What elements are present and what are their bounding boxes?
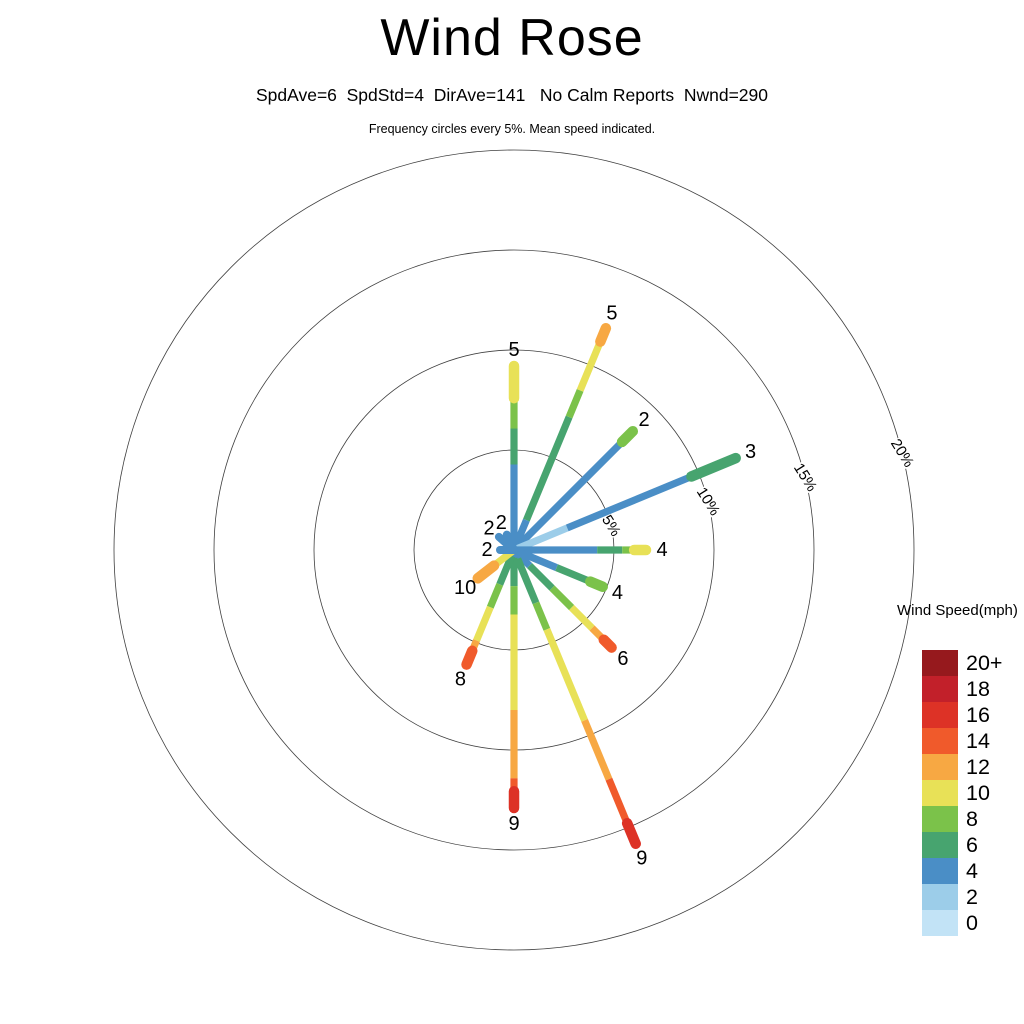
mean-speed-label-NE: 2	[638, 408, 650, 431]
spoke-SE-seg-6mph	[530, 566, 552, 588]
mean-speed-label-NW: 2	[483, 517, 495, 540]
ring-label-text: 20%	[886, 435, 918, 471]
page-title: Wind Rose	[380, 9, 644, 67]
spoke-SSW-seg-10mph	[477, 607, 491, 640]
mean-speed-label-SSW: 8	[454, 668, 466, 691]
legend-label-12: 12	[966, 755, 990, 779]
legend-swatch-14	[922, 728, 958, 754]
mean-speed-label-NNW: 2	[495, 511, 507, 534]
spoke-NNE-seg-8mph	[569, 390, 580, 417]
legend-row-12	[922, 754, 1002, 780]
mean-speed-label-E: 4	[656, 539, 668, 561]
legend-label-0: 0	[966, 911, 978, 935]
ring-label-10%	[692, 484, 723, 519]
stats-subtitle: SpdAve=6 SpdStd=4 DirAve=141 No Calm Reports Nwnd=290	[255, 85, 769, 105]
spoke-SE-seg-14mph	[604, 640, 612, 648]
spoke-ESE-seg-8mph	[590, 582, 602, 587]
legend-row-6	[922, 832, 1002, 858]
spoke-NNE-seg-12mph	[600, 328, 606, 341]
ring-label-15%	[789, 460, 820, 495]
legend-row-18	[922, 676, 1002, 702]
legend-row-14	[922, 728, 1002, 754]
mean-speed-label-NNE: 5	[606, 302, 618, 325]
mean-speed-label-SE: 6	[617, 647, 629, 670]
legend-swatch-8	[922, 806, 958, 832]
spoke-SSE-seg-16mph	[627, 823, 636, 844]
legend-label-2: 2	[966, 885, 978, 909]
legend-title: Wind Speed(mph)	[897, 602, 1018, 619]
mean-speed-label-N: 5	[508, 339, 520, 361]
plot-caption: Frequency circles every 5%. Mean speed indicated.	[368, 122, 656, 136]
mean-speed-label-SSE: 9	[636, 847, 648, 870]
spoke-SSW-seg-8mph	[490, 584, 499, 607]
spoke-ENE-seg-6mph	[691, 458, 735, 476]
mean-speed-label-ENE: 3	[744, 441, 757, 464]
legend-swatch-12	[922, 754, 958, 780]
spoke-ESE-seg-6mph	[557, 568, 591, 582]
spoke-SE-seg-8mph	[552, 588, 572, 608]
legend-label-4: 4	[966, 859, 978, 883]
legend-swatch-6	[922, 832, 958, 858]
legend-row-8	[922, 806, 1002, 832]
ring-label-text: 5%	[598, 512, 624, 540]
legend-label-16: 16	[966, 703, 990, 727]
legend-row-16	[922, 702, 1002, 728]
legend-label-6: 6	[966, 833, 978, 857]
legend-row-2	[922, 884, 1002, 910]
spoke-SE-seg-10mph	[572, 608, 592, 628]
legend-swatch-16	[922, 702, 958, 728]
spoke-SSE-seg-8mph	[536, 603, 547, 629]
legend-label-14: 14	[966, 729, 990, 753]
spoke-ENE-seg-4mph	[567, 477, 691, 528]
legend-swatch-4	[922, 858, 958, 884]
legend-label-20+: 20+	[966, 651, 1003, 675]
legend-swatch-0	[922, 910, 958, 936]
legend-swatch-20+	[922, 650, 958, 676]
legend-row-0	[922, 910, 1002, 936]
legend-row-4	[922, 858, 1002, 884]
ring-label-text: 15%	[789, 460, 821, 495]
spoke-SW-seg-12mph	[478, 566, 494, 579]
legend-label-10: 10	[966, 781, 990, 805]
spoke-SSW-seg-14mph	[467, 651, 473, 665]
legend-swatch-2	[922, 884, 958, 910]
legend	[922, 650, 1002, 936]
ring-label-20%	[887, 436, 918, 471]
spoke-NNE-seg-10mph	[580, 342, 600, 391]
mean-speed-label-W: 2	[481, 539, 493, 561]
legend-swatch-18	[922, 676, 958, 702]
spoke-SSE-seg-12mph	[585, 720, 609, 779]
spoke-SSE-seg-14mph	[609, 779, 627, 823]
legend-row-20+	[922, 650, 1002, 676]
mean-speed-label-S: 9	[508, 813, 520, 835]
legend-row-10	[922, 780, 1002, 806]
legend-label-8: 8	[966, 807, 978, 831]
spoke-NE-seg-8mph	[622, 431, 633, 442]
legend-label-18: 18	[966, 677, 990, 701]
spoke-SSE-seg-10mph	[547, 629, 585, 720]
mean-speed-label-SW: 10	[454, 577, 477, 600]
ring-label-text: 10%	[692, 484, 724, 519]
legend-swatch-10	[922, 780, 958, 806]
mean-speed-label-ESE: 4	[611, 581, 624, 604]
